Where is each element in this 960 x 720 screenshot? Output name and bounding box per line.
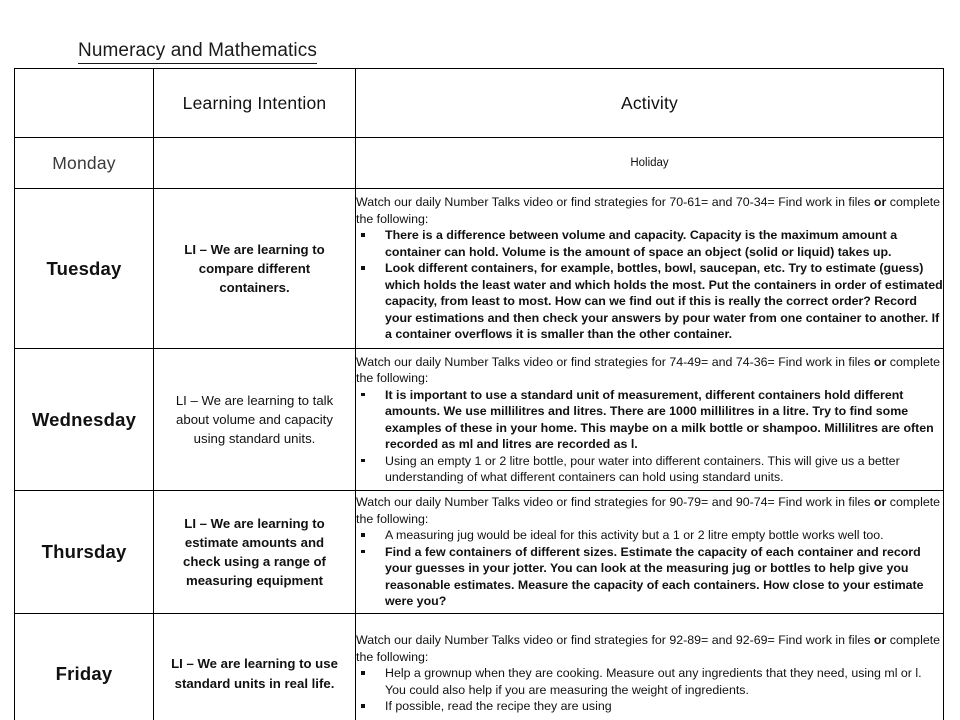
table-row bbox=[15, 189, 944, 349]
table-row bbox=[15, 614, 944, 720]
day-label-friday: Friday bbox=[55, 662, 113, 684]
activity-cell-monday bbox=[356, 138, 944, 189]
header-cell-day bbox=[15, 69, 154, 138]
activity-text-monday: Holiday bbox=[630, 157, 669, 169]
list-item: Look different containers, for example, bottles, bowl, saucepan, etc. Try to estimate (guess) which holds the least water and which holds the most. Put the containers in order of estimated capacity, from least to most. How can we find out if this is really the correct order? Record your estimations and then check your answers by pour water from one container to another. If a container overflows it is smaller than the other container. bbox=[356, 260, 943, 343]
activity-intro-after: complete the following: bbox=[356, 495, 941, 526]
learning-intention-cell-wednesday bbox=[154, 349, 356, 491]
header-activity-label: Activity bbox=[620, 92, 679, 113]
learning-intention-cell-thursday bbox=[154, 491, 356, 614]
activity-intro-before: Watch our daily Number Talks video or find strategies for 70-61= and 70-34= Find work in files bbox=[356, 195, 874, 210]
list-item: Help a grownup when they are cooking. Measure out any ingredients that they need, using ml or l. You could also help if you are measuring the weight of ingredients. bbox=[356, 665, 943, 698]
day-cell-monday bbox=[15, 138, 154, 189]
page-title: Numeracy and Mathematics bbox=[78, 40, 317, 64]
activity-intro-tuesday bbox=[356, 194, 943, 227]
day-cell-thursday bbox=[15, 491, 154, 614]
header-learning-intention-label: Learning Intention bbox=[182, 92, 327, 113]
learning-intention-text-thursday: LI – We are learning to estimate amounts and check using a range of measuring equipment bbox=[183, 515, 326, 589]
day-label-thursday: Thursday bbox=[41, 541, 127, 562]
activity-intro-before: Watch our daily Number Talks video or find strategies for 92-89= and 92-69= Find work in files bbox=[356, 633, 874, 648]
table-row bbox=[15, 138, 944, 189]
header-cell-activity bbox=[356, 69, 944, 138]
activity-cell-friday bbox=[356, 614, 944, 720]
day-cell-wednesday bbox=[15, 349, 154, 491]
header-cell-learning-intention bbox=[154, 69, 356, 138]
learning-intention-text-tuesday: LI – We are learning to compare different containers. bbox=[184, 241, 325, 296]
activity-intro-after: complete the following: bbox=[356, 195, 941, 226]
activity-intro-before: Watch our daily Number Talks video or find strategies for 74-49= and 74-36= Find work in files bbox=[356, 354, 874, 369]
activity-intro-or: or bbox=[873, 633, 887, 648]
list-item: It is important to use a standard unit of measurement, different containers hold different amounts. We use millilitres and litres. There are 1000 millilitres in a litre. Try to find some examples of these in your home. This maybe on a milk bottle or shampoo. Millilitres are often recorded as ml and litres are recorded as l. bbox=[356, 387, 943, 453]
learning-intention-cell-monday bbox=[154, 138, 356, 189]
day-cell-tuesday bbox=[15, 189, 154, 349]
activity-intro-friday bbox=[356, 632, 943, 665]
list-item: Using an empty 1 or 2 litre bottle, pour water into different containers. This will give us a better understanding of what different containers can hold using standard units. bbox=[356, 453, 943, 486]
learning-intention-cell-tuesday bbox=[154, 189, 356, 349]
activity-bullet-list-tuesday bbox=[356, 227, 943, 343]
table-row bbox=[15, 349, 944, 491]
activity-bullet-list-thursday bbox=[356, 527, 943, 610]
learning-intention-text-friday: LI – We are learning to use standard units in real life. bbox=[171, 656, 338, 691]
list-item: A measuring jug would be ideal for this activity but a 1 or 2 litre empty bottle works well too. bbox=[356, 527, 943, 544]
activity-intro-after: complete the following: bbox=[356, 354, 941, 385]
activity-intro-or: or bbox=[873, 195, 887, 210]
activity-cell-tuesday bbox=[356, 189, 944, 349]
weekly-planner-table bbox=[14, 68, 944, 720]
activity-intro-before: Watch our daily Number Talks video or find strategies for 90-79= and 90-74= Find work in files bbox=[356, 495, 874, 510]
learning-intention-text-monday bbox=[154, 159, 355, 167]
activity-intro-wednesday bbox=[356, 354, 943, 387]
activity-intro-or: or bbox=[873, 354, 887, 369]
activity-intro-thursday bbox=[356, 494, 943, 527]
activity-bullet-list-friday bbox=[356, 665, 943, 715]
day-label-monday: Monday bbox=[52, 152, 116, 173]
activity-cell-wednesday bbox=[356, 349, 944, 491]
activity-bullet-list-wednesday bbox=[356, 387, 943, 486]
activity-cell-thursday bbox=[356, 491, 944, 614]
list-item: There is a difference between volume and capacity. Capacity is the maximum amount a container can hold. Volume is the amount of space an object (solid or liquid) takes up. bbox=[356, 227, 943, 260]
activity-intro-or: or bbox=[873, 495, 887, 510]
list-item: Find a few containers of different sizes. Estimate the capacity of each container and record your guesses in your jotter. You can look at the measuring jug or bottles to help give you reasonable estimates. Measure the capacity of each containers. How close to your estimate were you? bbox=[356, 544, 943, 610]
list-item: If possible, read the recipe they are using bbox=[356, 698, 943, 715]
day-label-wednesday: Wednesday bbox=[31, 408, 137, 430]
learning-intention-text-wednesday: LI – We are learning to talk about volume and capacity using standard units. bbox=[175, 392, 334, 447]
table-row bbox=[15, 491, 944, 614]
learning-intention-cell-friday bbox=[154, 614, 356, 720]
day-cell-friday bbox=[15, 614, 154, 720]
day-label-tuesday: Tuesday bbox=[46, 257, 122, 279]
activity-intro-after: complete the following: bbox=[356, 633, 941, 664]
table-header-row bbox=[15, 69, 944, 138]
